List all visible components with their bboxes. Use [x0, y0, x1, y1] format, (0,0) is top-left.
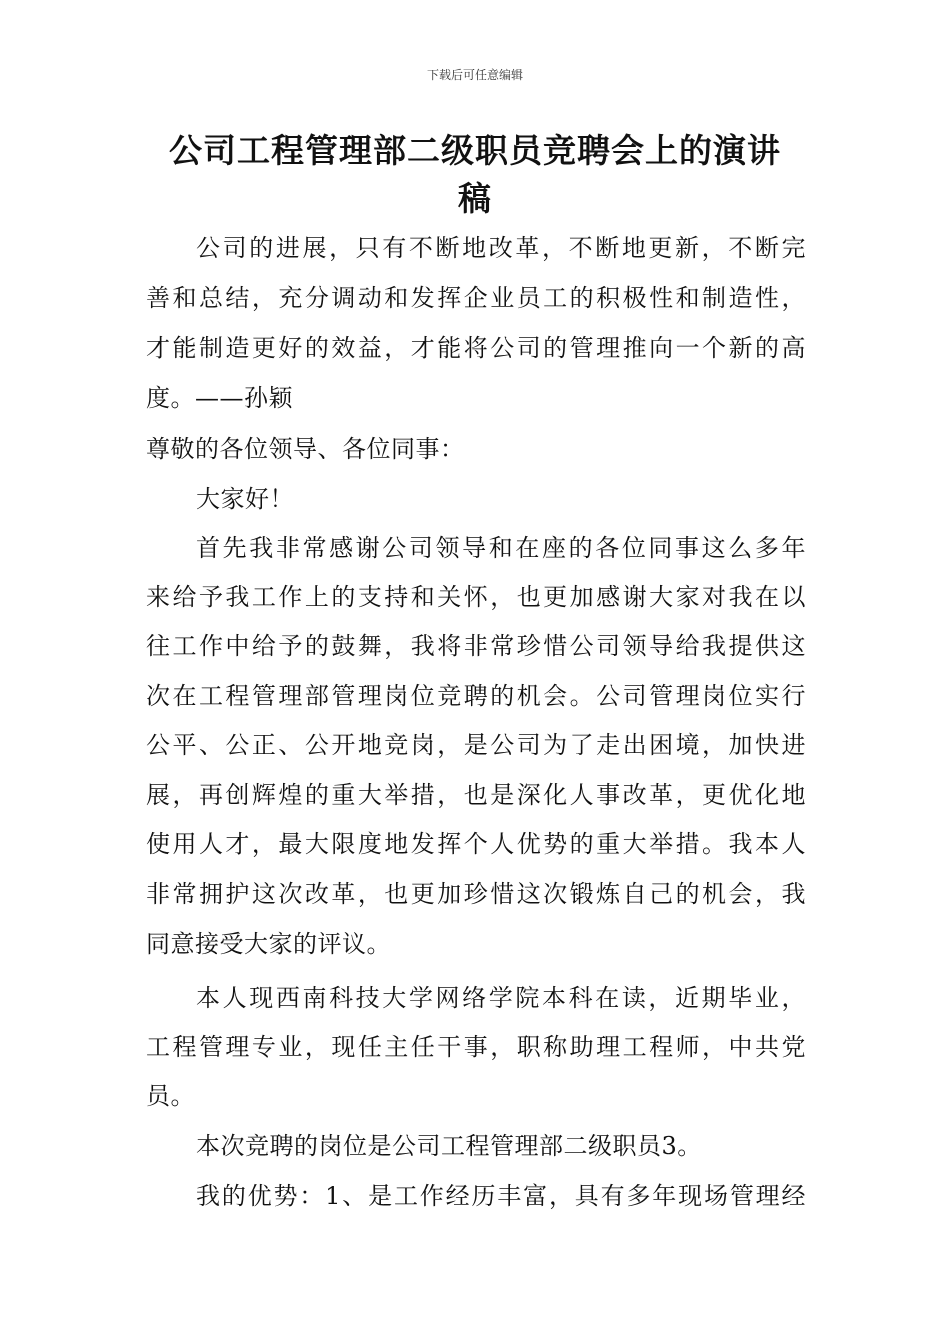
- body-line: 同意接受大家的评议。: [146, 930, 391, 958]
- body-line: 展，再创辉煌的重大举措，也是深化人事改革，更优化地: [146, 781, 806, 809]
- body-line: 次在工程管理部管理岗位竞聘的机会。公司管理岗位实行: [146, 682, 806, 710]
- header-note: 下载后可任意编辑: [426, 68, 523, 82]
- salutation: 尊敬的各位领导、各位同事：: [146, 435, 465, 463]
- body-line: 来给予我工作上的支持和关怀，也更加感谢大家对我在以: [146, 583, 806, 611]
- body-line: 首先我非常感谢公司领导和在座的各位同事这么多年: [196, 534, 806, 562]
- body-line: 善和总结，充分调动和发挥企业员工的积极性和制造性，: [146, 284, 806, 312]
- body-line: 本次竞聘的岗位是公司工程管理部二级职员3。: [196, 1132, 702, 1160]
- body-line: 工程管理专业，现任主任干事，职称助理工程师，中共党: [146, 1033, 806, 1061]
- body-line: 我的优势：1、是工作经历丰富，具有多年现场管理经: [196, 1182, 806, 1210]
- body-line: 非常拥护这次改革，也更加珍惜这次锻炼自己的机会，我: [146, 880, 806, 908]
- body-line: 本人现西南科技大学网络学院本科在读，近期毕业，: [196, 984, 806, 1012]
- greeting: 大家好！: [196, 485, 294, 513]
- body-line: 往工作中给予的鼓舞，我将非常珍惜公司领导给我提供这: [146, 632, 806, 660]
- body-line: 公司的进展，只有不断地改革，不断地更新，不断完: [196, 234, 806, 262]
- body-line: 员。: [146, 1082, 195, 1110]
- body-line: 使用人才，最大限度地发挥个人优势的重大举措。我本人: [146, 830, 806, 858]
- document-title-line-2: 稿: [458, 179, 492, 218]
- body-line: 公平、公正、公开地竞岗，是公司为了走出困境，加快进: [146, 731, 806, 759]
- body-line: 度。——孙颖: [146, 384, 293, 412]
- body-line: 才能制造更好的效益，才能将公司的管理推向一个新的高: [146, 334, 806, 362]
- document-title-line-1: 公司工程管理部二级职员竞聘会上的演讲: [169, 131, 781, 170]
